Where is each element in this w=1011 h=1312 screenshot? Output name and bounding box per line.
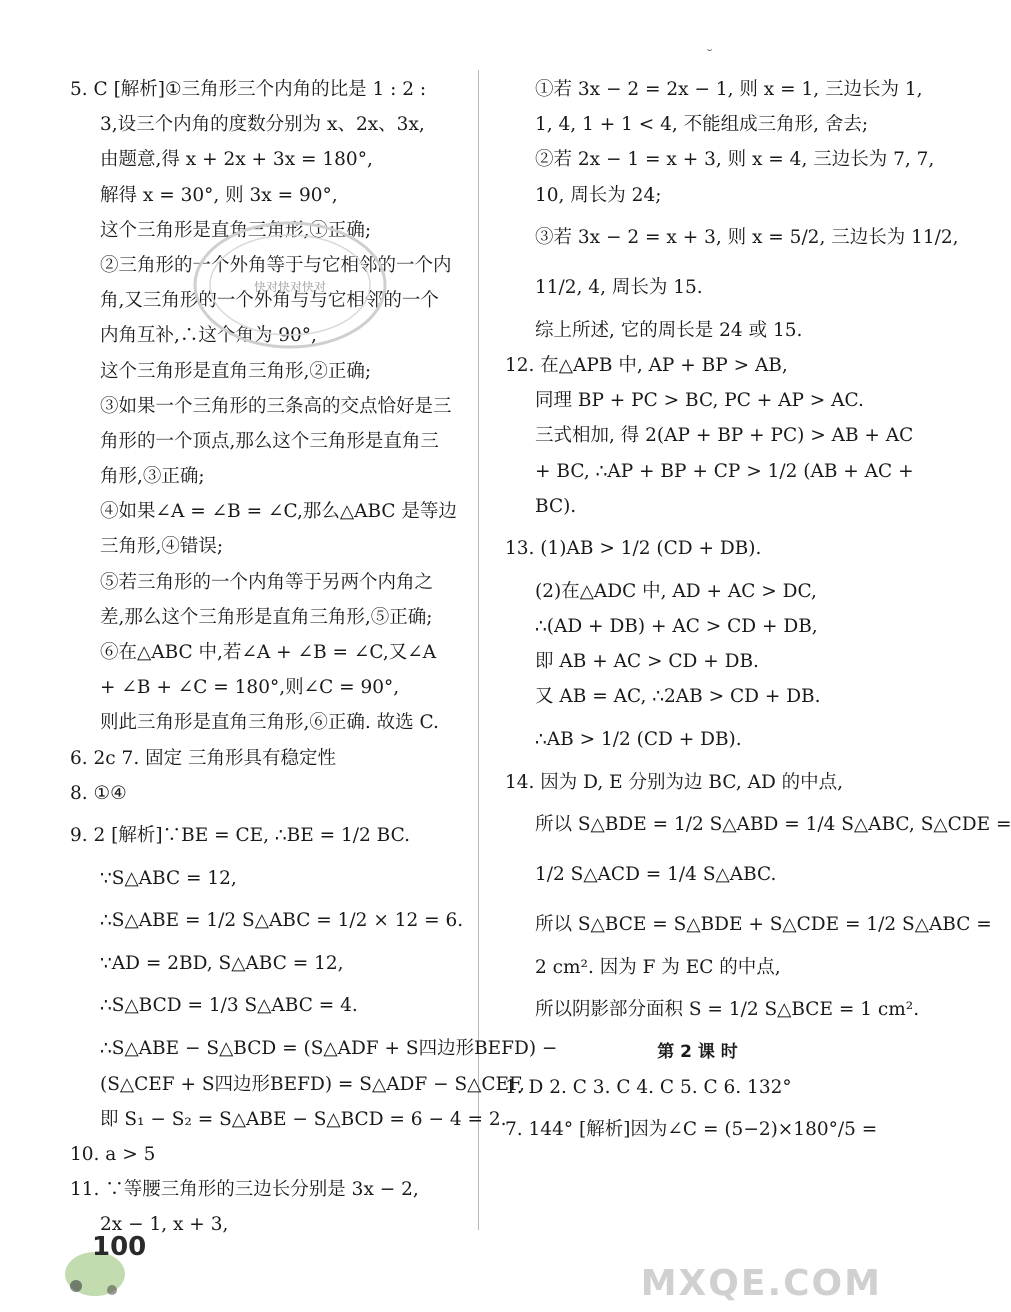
- svg-text:快对快对快对: 快对快对快对: [253, 280, 327, 294]
- text-line: 1/2 S△ACD = 1/4 S△ABC.: [535, 863, 777, 885]
- text-line: 9. 2 [解析]∵BE = CE, ∴BE = 1/2 BC.: [70, 824, 411, 846]
- text-line: 即 AB + AC > CD + DB.: [535, 651, 759, 673]
- text-line: ∴S△ABE − S△BCD = (S△ADF + S四边形BEFD) −: [100, 1038, 558, 1060]
- text-line: 11. ∵等腰三角形的三边长分别是 3x − 2,: [70, 1179, 419, 1201]
- text-line: 14. 因为 D, E 分别为边 BC, AD 的中点,: [505, 771, 844, 793]
- text-line: 6. 2c 7. 固定 三角形具有稳定性: [70, 747, 336, 769]
- text-line: 即 S₁ − S₂ = S△ABE − S△BCD = 6 − 4 = 2.: [100, 1108, 507, 1130]
- text-line: ③如果一个三角形的三条高的交点恰好是三: [100, 395, 452, 417]
- text-line: 角形的一个顶点,那么这个三角形是直角三: [100, 430, 439, 452]
- text-line: (2)在△ADC 中, AD + AC > DC,: [535, 580, 817, 602]
- text-line: BC).: [535, 495, 577, 517]
- text-line: 3,设三个内角的度数分别为 x、2x、3x,: [100, 114, 425, 136]
- text-line: 角形,③正确;: [100, 466, 205, 488]
- text-line: 解得 x = 30°, 则 3x = 90°,: [100, 184, 338, 206]
- text-line: 又 AB = AC, ∴2AB > CD + DB.: [535, 686, 821, 708]
- text-line: ∴S△ABE = 1/2 S△ABC = 1/2 × 12 = 6.: [100, 910, 464, 932]
- text-line: 这个三角形是直角三角形,①正确;: [100, 219, 372, 241]
- text-line: 三角形,④错误;: [100, 536, 224, 558]
- text-line: 10. a > 5: [70, 1143, 156, 1165]
- text-line: ②若 2x − 1 = x + 3, 则 x = 4, 三边长为 7, 7,: [535, 149, 935, 171]
- text-line: 差,那么这个三角形是直角三角形,⑤正确;: [100, 606, 433, 628]
- text-line: 8. ①④: [70, 782, 127, 804]
- text-line: 5. C [解析]①三角形三个内角的比是 1 : 2 :: [70, 79, 427, 100]
- right-column: [505, 72, 1011, 1155]
- page-number: 100: [92, 1232, 147, 1262]
- text-line: 综上所述, 它的周长是 24 或 15.: [535, 319, 803, 341]
- section-heading: 第 2 课 时: [657, 1042, 738, 1062]
- text-line: 13. (1)AB > 1/2 (CD + DB).: [505, 537, 762, 559]
- text-line: 12. 在△APB 中, AP + BP > AB,: [505, 354, 788, 376]
- text-line: ∴AB > 1/2 (CD + DB).: [535, 728, 742, 750]
- text-line: + BC, ∴AP + BP + CP > 1/2 (AB + AC +: [535, 460, 914, 482]
- text-line: 所以阴影部分面积 S = 1/2 S△BCE = 1 cm².: [535, 999, 920, 1020]
- text-line: 7. 144° [解析]因为∠C = (5−2)×180°/5 =: [505, 1119, 878, 1141]
- text-line: ∴(AD + DB) + AC > CD + DB,: [535, 616, 818, 638]
- text-line: ⑥在△ABC 中,若∠A + ∠B = ∠C,又∠A: [100, 642, 437, 663]
- text-line: 10, 周长为 24;: [535, 184, 662, 206]
- text-line: 1, 4, 1 + 1 < 4, 不能组成三角形, 舍去;: [535, 114, 869, 136]
- site-watermark: MXQE.COM: [640, 1263, 882, 1304]
- text-line: ∵AD = 2BD, S△ABC = 12,: [100, 953, 344, 975]
- text-line: 2 cm². 因为 F 为 EC 的中点,: [535, 956, 781, 978]
- stamp-watermark: [190, 215, 390, 355]
- text-line: 所以 S△BDE = 1/2 S△ABD = 1/4 S△ABC, S△CDE =: [535, 813, 1011, 835]
- text-line: 则此三角形是直角三角形,⑥正确. 故选 C.: [100, 712, 439, 734]
- text-line: 11/2, 4, 周长为 15.: [535, 276, 703, 298]
- text-line: 由题意,得 x + 2x + 3x = 180°,: [100, 149, 373, 171]
- text-line: (S△CEF + S四边形BEFD) = S△ADF − S△CEF,: [100, 1073, 525, 1095]
- text-line: 所以 S△BCE = S△BDE + S△CDE = 1/2 S△ABC =: [535, 913, 992, 935]
- text-line: 这个三角形是直角三角形,②正确;: [100, 360, 372, 382]
- text-line: ②三角形的一个外角等于与它相邻的一个内: [100, 254, 452, 276]
- text-line: ④如果∠A = ∠B = ∠C,那么△ABC 是等边: [100, 501, 457, 523]
- text-line: 内角互补,∴这个角为 90°,: [100, 325, 317, 347]
- top-mark: ˘: [706, 48, 713, 64]
- text-line: 同理 BP + PC > BC, PC + AP > AC.: [535, 390, 864, 412]
- text-line: ⑤若三角形的一个内角等于另两个内角之: [100, 571, 434, 593]
- text-line: ∵S△ABC = 12,: [100, 867, 237, 889]
- text-line: 2x − 1, x + 3,: [100, 1214, 229, 1236]
- text-line: ③若 3x − 2 = x + 3, 则 x = 5/2, 三边长为 11/2,: [535, 226, 959, 248]
- text-line: 1. D 2. C 3. C 4. C 5. C 6. 132°: [505, 1077, 792, 1099]
- text-line: 三式相加, 得 2(AP + BP + PC) > AB + AC: [535, 425, 914, 447]
- text-line: ∴S△BCD = 1/3 S△ABC = 4.: [100, 995, 358, 1017]
- text-line: + ∠B + ∠C = 180°,则∠C = 90°,: [100, 677, 400, 699]
- text-line: 角,又三角形的一个外角与与它相邻的一个: [100, 290, 439, 312]
- text-line: ①若 3x − 2 = 2x − 1, 则 x = 1, 三边长为 1,: [535, 79, 923, 100]
